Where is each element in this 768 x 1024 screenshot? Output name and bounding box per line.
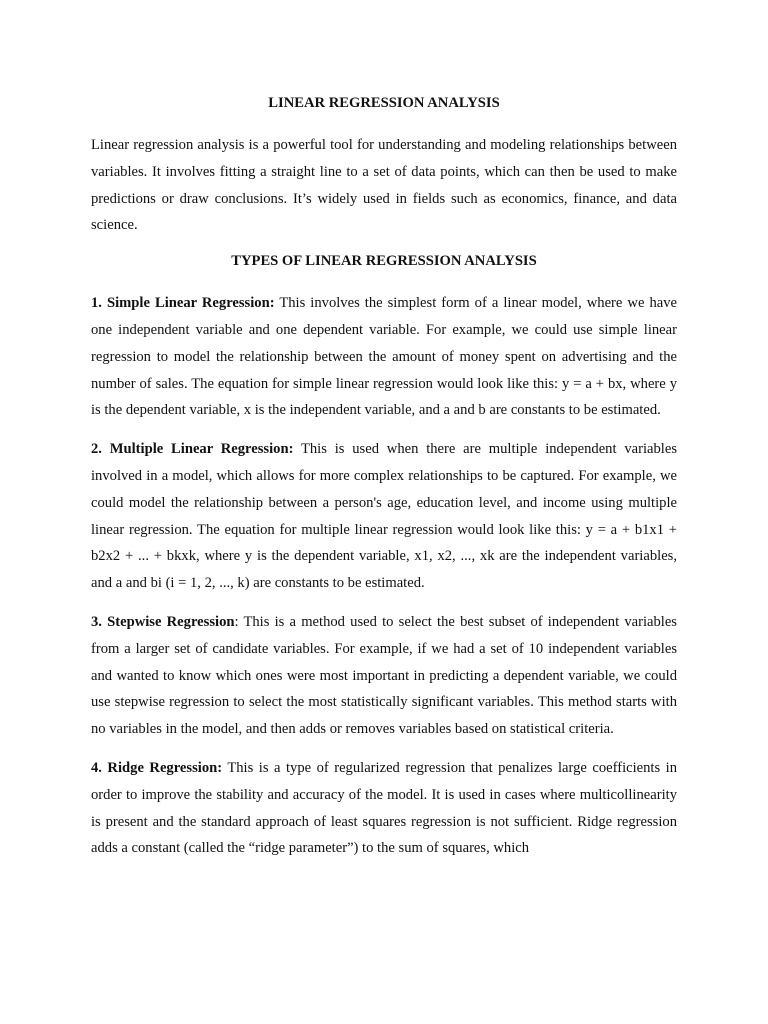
list-item-stepwise-regression — [91, 609, 677, 743]
item-lead: 4. Ridge Regression: — [91, 759, 223, 776]
list-item-multiple-linear-regression — [91, 436, 677, 597]
item-lead: 1. Simple Linear Regression: — [91, 295, 275, 312]
item-lead: 3. Stepwise Regression — [91, 613, 235, 630]
list-item-ridge-regression — [91, 755, 677, 862]
item-text: This is used when there are multiple independent variables involved in a model, which allows for more complex relationships to be captured. For example, we could model the relationship between a person's age, education level, and income using multiple linear regression. The equation for multiple linear regression would look like this: y = a + b1x1 + b2x2 + ... + bkxk, where y is the dependent variable, x1, x2, ..., xk are the independent variables, and a and bi (i = 1, 2, ..., k) are constants to be estimated. — [91, 441, 678, 592]
item-text: This is a type of regularized regression that penalizes large coefficients in order to improve the stability and accuracy of the model. It is used in cases where multicollinearity is present and the standard approach of least squares regression is not sufficient. Ridge regression adds a constant (called the “ridge parameter”) to the sum of squares, which — [91, 759, 678, 857]
intro-paragraph: Linear regression analysis is a powerful tool for understanding and modeling relationships between variables. It involves fitting a straight line to a set of data points, which can then be used to make predictions or draw conclusions. It’s widely used in fields such as economics, finance, and data science. — [91, 137, 677, 234]
page-title: LINEAR REGRESSION ANALYSIS — [268, 95, 500, 111]
document-body — [91, 93, 677, 874]
section-title: TYPES OF LINEAR REGRESSION ANALYSIS — [231, 253, 537, 270]
item-text: : This is a method used to select the best subset of independent variables from a larger set of candidate variables. For example, if we had a set of 10 independent variables and wanted to know which ones were most important in predicting a dependent variable, we could use stepwise regression to select the most statistically significant variables. This method starts with no variables in the model, and then adds or removes variables based on statistical criteria. — [91, 613, 677, 738]
list-item-simple-linear-regression — [91, 290, 677, 424]
item-lead: 2. Multiple Linear Regression: — [91, 441, 294, 458]
item-text: This involves the simplest form of a linear model, where we have one independent variable and one dependent variable. For example, we could use simple linear regression to model the relationship between the amount of money spent on advertising and the number of sales. The equation for simple linear regression would look like this: y = a + bx, where y is the dependent variable, x is the independent variable, and a and b are constants to be estimated. — [91, 295, 677, 419]
